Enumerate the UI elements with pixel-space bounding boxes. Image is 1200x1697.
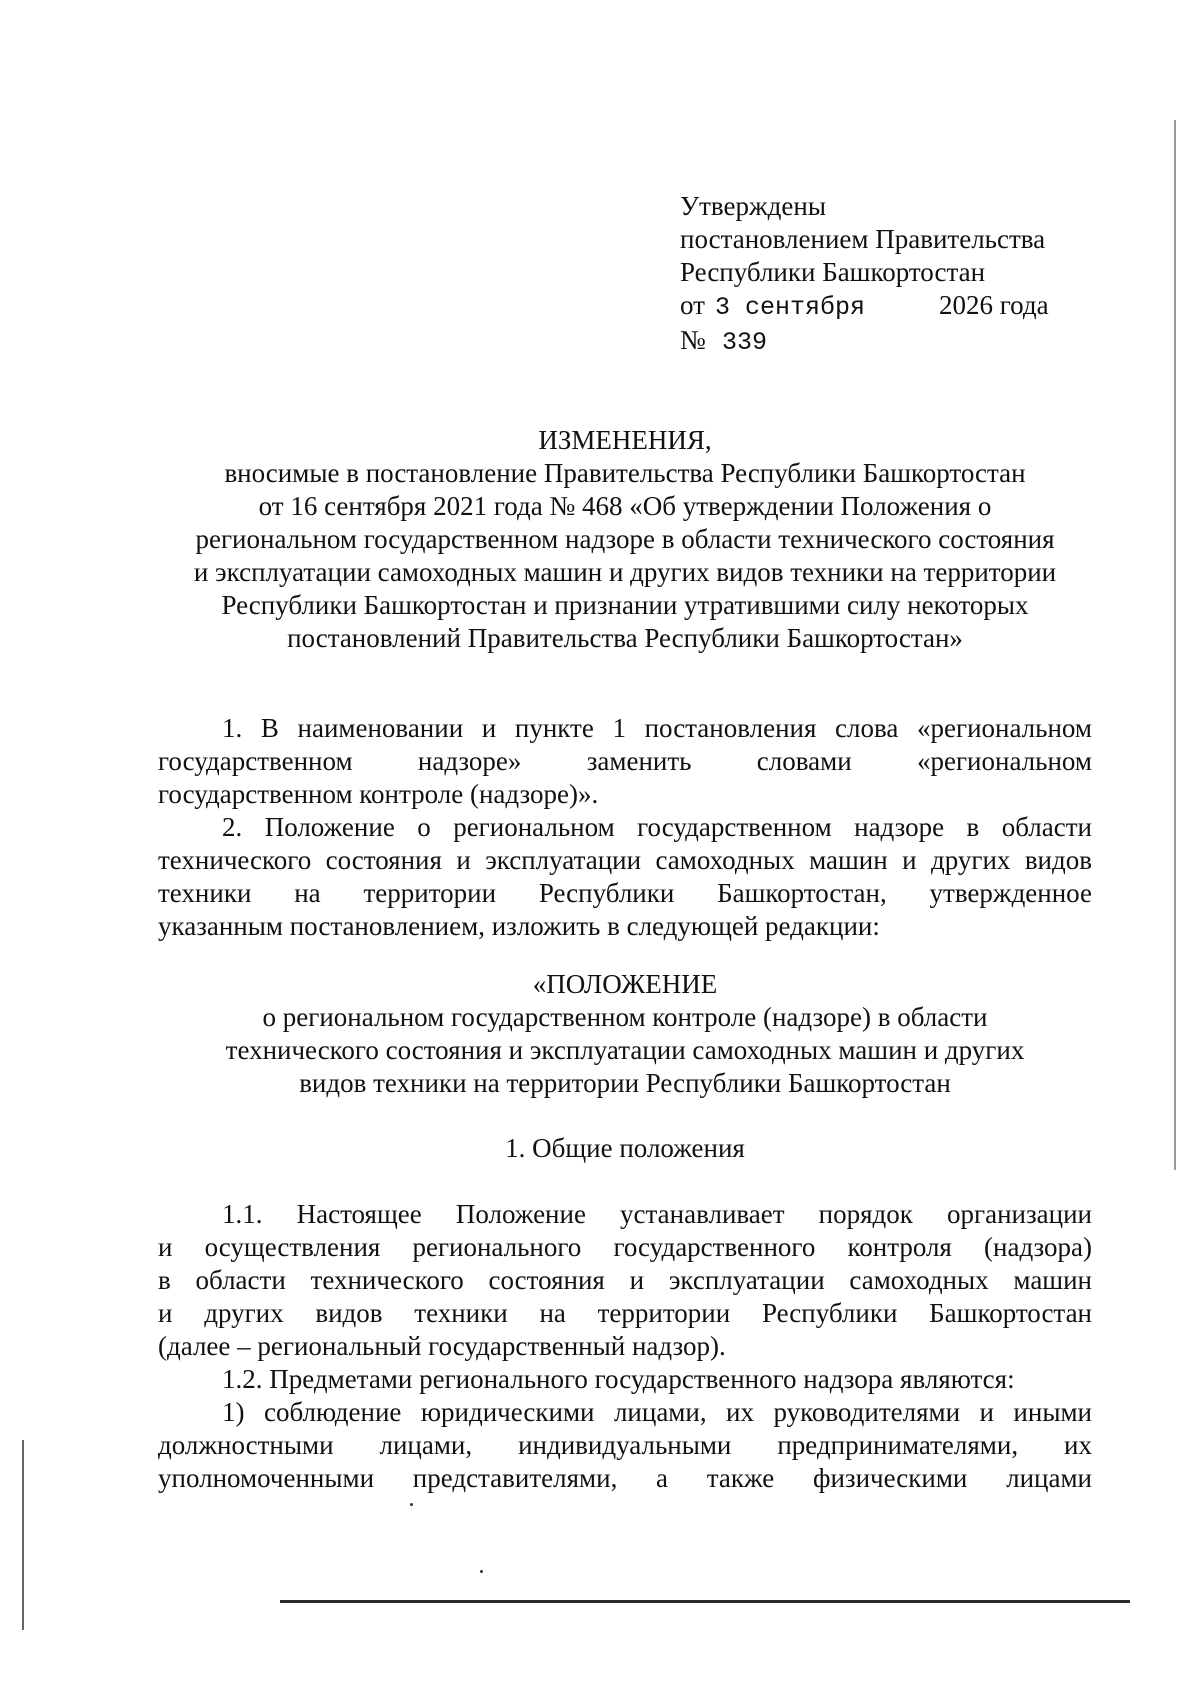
paragraph-2: [158, 811, 1092, 943]
scan-speck: [700, 1600, 702, 1602]
approval-line-1: Утверждены: [680, 191, 826, 221]
regulation-title-line: видов техники на территории Республики Башкортостан: [299, 1068, 951, 1098]
paragraph-line: уполномоченными представителями, а также физическими лицами: [158, 1463, 1092, 1493]
approval-number-line: [680, 324, 1049, 359]
paragraph-line: 1.1. Настоящее Положение устанавливает порядок организации: [222, 1199, 1092, 1229]
changes-title: [158, 424, 1092, 655]
changes-heading: ИЗМЕНЕНИЯ,: [538, 425, 712, 455]
changes-title-line: региональном государственном надзоре в области технического состояния: [195, 524, 1055, 554]
paragraph-1-2-1: [158, 1396, 1092, 1495]
approval-from-label: от: [680, 290, 705, 320]
changes-title-line: постановлений Правительства Республики Башкортостан»: [287, 623, 963, 653]
regulation-title-line: о региональном государственном контроле (надзоре) в области: [262, 1002, 988, 1032]
paragraph-line: 1. В наименовании и пункте 1 постановления слова «региональном: [222, 713, 1092, 743]
changes-title-line: Республики Башкортостан и признании утратившими силу некоторых: [221, 590, 1029, 620]
paragraph-line: 1) соблюдение юридическими лицами, их руководителями и иными: [222, 1397, 1092, 1427]
changes-title-line: и эксплуатации самоходных машин и других видов техники на территории: [193, 557, 1057, 587]
approval-date: 3 сентября: [715, 293, 866, 322]
paragraph-1-2: [158, 1363, 1092, 1396]
paragraph-1: [158, 712, 1092, 811]
paragraph-line: (далее – региональный государственный надзор).: [158, 1331, 726, 1361]
approval-line-3: Республики Башкортостан: [680, 257, 986, 287]
scan-speck: [480, 1570, 483, 1573]
scan-edge-line: [22, 1440, 24, 1630]
approval-line-2: постановлением Правительства: [680, 224, 1046, 254]
paragraph-line: технического состояния и эксплуатации самоходных машин и других видов: [158, 845, 1092, 875]
paragraph-line: указанным постановлением, изложить в следующей редакции:: [158, 911, 880, 941]
changes-title-line: вносимые в постановление Правительства Республики Башкортостан: [224, 458, 1026, 488]
paragraph-line: и осуществления регионального государственного контроля (надзора): [158, 1232, 1092, 1262]
scan-speck: [410, 1503, 413, 1506]
paragraph-line: должностными лицами, индивидуальными предпринимателями, их: [158, 1430, 1092, 1460]
paragraph-line: в области технического состояния и эксплуатации самоходных машин: [158, 1265, 1092, 1295]
paragraph-line: техники на территории Республики Башкортостан, утвержденное: [158, 878, 1092, 908]
approval-date-line: [680, 289, 1049, 324]
approval-stamp: [680, 190, 1049, 359]
regulation-title: [158, 968, 1092, 1100]
paragraph-line: государственном контроле (надзоре)».: [158, 779, 599, 809]
paragraph-line: и других видов техники на территории Республики Башкортостан: [158, 1298, 1092, 1328]
approval-number: 339: [722, 328, 768, 357]
section-title: 1. Общие положения: [505, 1133, 745, 1163]
changes-title-line: от 16 сентября 2021 года № 468 «Об утверждении Положения о: [258, 491, 992, 521]
paragraph-line: 2. Положение о региональном государственном надзоре в области: [222, 812, 1092, 842]
regulation-heading: «ПОЛОЖЕНИЕ: [532, 969, 718, 999]
paragraph-1-1: [158, 1198, 1092, 1363]
scan-bottom-line: [280, 1600, 1130, 1603]
approval-year: 2026 года: [939, 290, 1049, 320]
approval-number-label: №: [680, 325, 706, 355]
paragraph-line: государственном надзоре» заменить словами «региональном: [158, 746, 1092, 776]
regulation-title-line: технического состояния и эксплуатации самоходных машин и других: [225, 1035, 1025, 1065]
scan-edge-line: [1174, 120, 1176, 1170]
paragraph-line: 1.2. Предметами регионального государственного надзора являются:: [222, 1364, 1015, 1394]
